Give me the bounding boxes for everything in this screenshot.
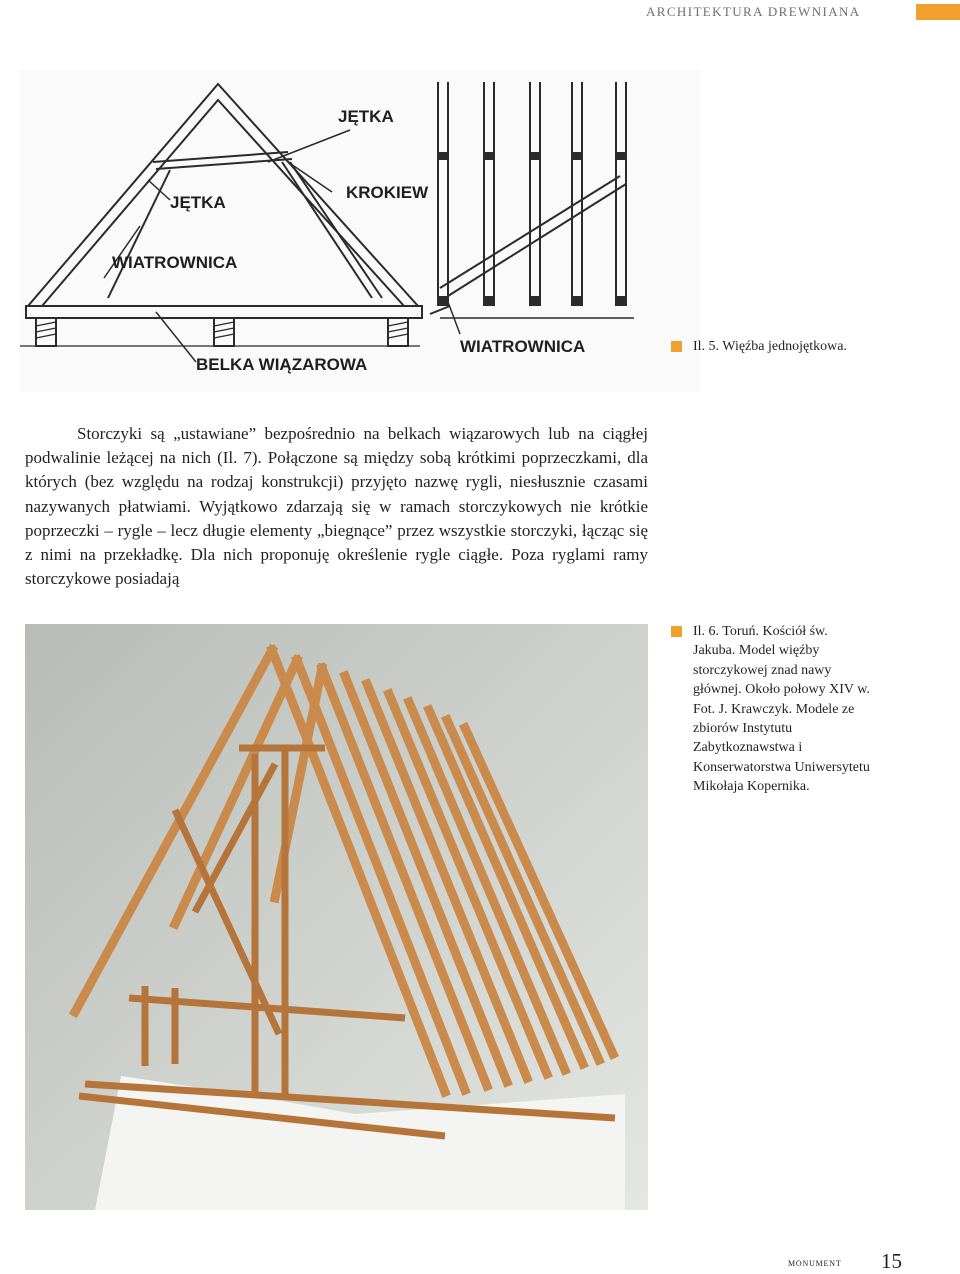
figure-5-truss-drawing xyxy=(20,70,700,392)
running-title: ARCHITEKTURA DREWNIANA xyxy=(646,4,861,19)
figure-6-caption-text: Il. 6. Toruń. Kościół św. Jakuba. Model więźby storczykowej znad nawy głównej. Około połowy XIV w. Fot. J. Krawczyk. Modele ze zbiorów Instytutu Zabytkoznawstwa i Konserwatorstwa Uniwersytetu Mikołaja Kopernika. xyxy=(693,624,870,795)
body-text xyxy=(25,422,648,591)
figure-6-photo xyxy=(25,624,648,1210)
figure-6-caption xyxy=(671,622,871,797)
body-paragraph: Storczyki są „ustawiane” bezpośrednio na belkach wiązarowych lub na ciągłej podwalinie leżącej na nich (Il. 7). Połączone są między sobą krótkimi poprzeczkami, dla których (bez względu na rodzaj konstrukcji) przyjęto nazwę rygli, niesłusznie czasami nazywanych płatwiami. Wyjątkowo zdarzają się w ramach storczykowych nie krótkie poprzeczki – rygle – lecz długie elementy „biegnące” przez wszystkie storczyki, łącząc się z nimi na przekładkę. Dla nich proponuję określenie rygle ciągłe. Poza ryglami ramy storczykowe posiadają xyxy=(25,424,648,589)
magazine-name: monument xyxy=(788,1257,842,1269)
label-jetka-left: JĘTKA xyxy=(170,193,226,212)
figure-5-caption-text: Il. 5. Więźba jednojętkowa. xyxy=(693,339,847,354)
label-jetka-top: JĘTKA xyxy=(338,107,394,126)
caption-marker xyxy=(671,341,682,352)
figure-5-caption xyxy=(671,337,871,356)
caption-marker xyxy=(671,626,682,637)
label-belka-wiazarowa: BELKA WIĄZAROWA xyxy=(196,355,368,374)
label-krokiew: KROKIEW xyxy=(346,183,429,202)
wooden-truss-model-image xyxy=(25,624,648,1210)
label-wiatrownica-left: WIATROWNICA xyxy=(112,253,238,272)
page-number: 15 xyxy=(881,1249,902,1273)
label-wiatrownica-right: WIATROWNICA xyxy=(460,337,586,356)
section-color-tab xyxy=(916,4,960,20)
